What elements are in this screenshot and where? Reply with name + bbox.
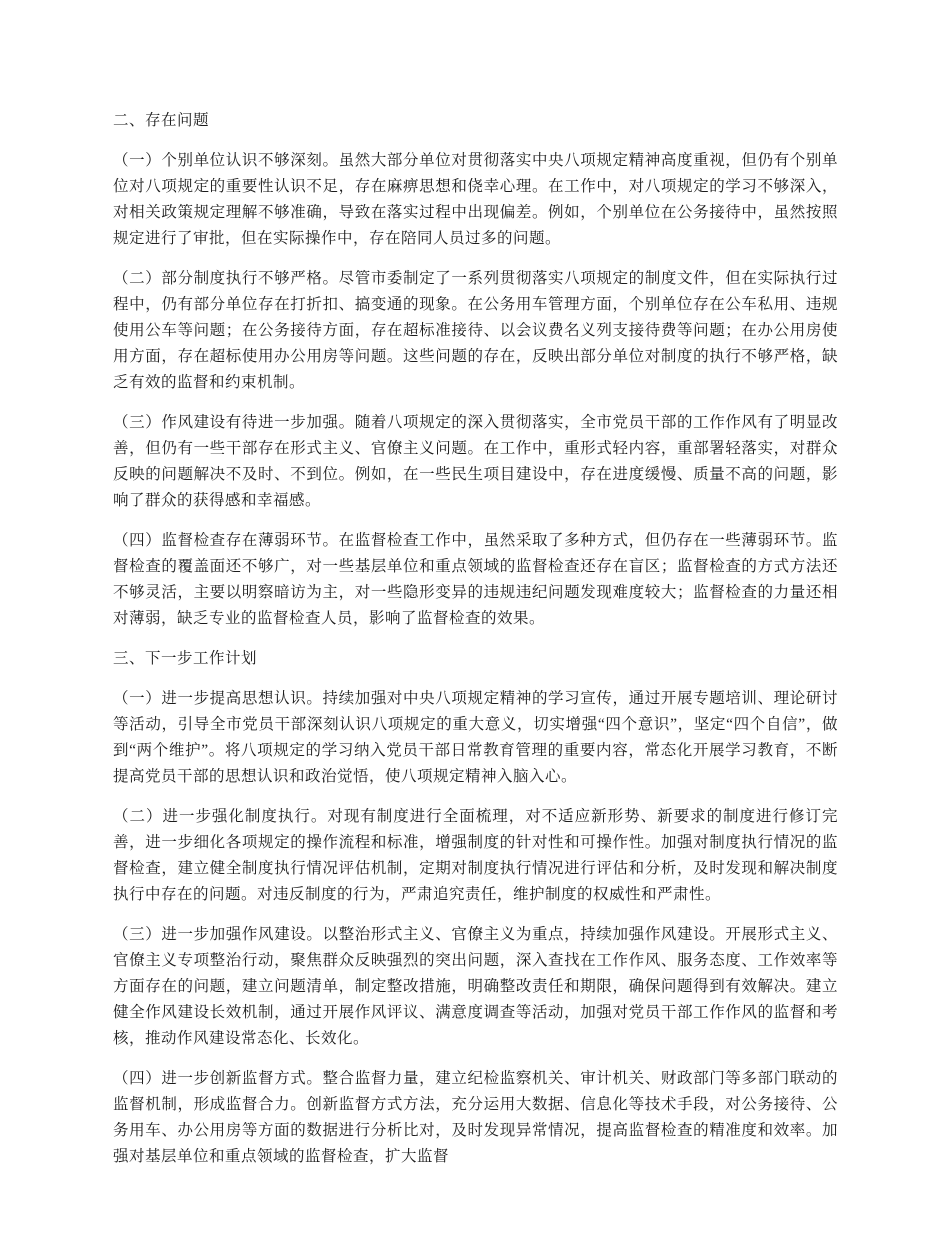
- paragraph-plan-1: （一）进一步提高思想认识。持续加强对中央八项规定精神的学习宣传，通过开展专题培训、理论研讨等活动，引导全市党员干部深刻认识八项规定的重大意义，切实增强“四个意识”，坚定“四个自信”，做到“两个维护”。将八项规定的学习纳入党员干部日常教育管理的重要内容，常态化开展学习教育，不断提高党员干部的思想认识和政治觉悟，使八项规定精神入脑入心。: [113, 690, 838, 785]
- paragraph-plan-3: （三）进一步加强作风建设。以整治形式主义、官僚主义为重点，持续加强作风建设。开展形式主义、官僚主义专项整治行动，聚焦群众反映强烈的突出问题，深入查找在工作作风、服务态度、工作效率等方面存在的问题，建立问题清单，制定整改措施，明确整改责任和期限，确保问题得到有效解决。建立健全作风建设长效机制，通过开展作风评议、满意度调查等活动，加强对党员干部工作作风的监督和考核，推动作风建设常态化、长效化。: [113, 926, 838, 1047]
- paragraph-problem-2: （二）部分制度执行不够严格。尽管市委制定了一系列贯彻落实八项规定的制度文件，但在实际执行过程中，仍有部分单位存在打折扣、搞变通的现象。在公务用车管理方面，个别单位存在公车私用、违规使用公车等问题；在公务接待方面，存在超标准接待、以会议费名义列支接待费等问题；在办公用房使用方面，存在超标使用办公用房等问题。这些问题的存在，反映出部分单位对制度的执行不够严格，缺乏有效的监督和约束机制。: [113, 270, 838, 391]
- paragraph-problem-1: （一）个别单位认识不够深刻。虽然大部分单位对贯彻落实中央八项规定精神高度重视，但仍有个别单位对八项规定的重要性认识不足，存在麻痹思想和侥幸心理。在工作中，对八项规定的学习不够深入，对相关政策规定理解不够准确，导致在落实过程中出现偏差。例如，个别单位在公务接待中，虽然按照规定进行了审批，但在实际操作中，存在陪同人员过多的问题。: [113, 152, 838, 247]
- paragraph-problem-4: （四）监督检查存在薄弱环节。在监督检查工作中，虽然采取了多种方式，但仍存在一些薄弱环节。监督检查的覆盖面还不够广，对一些基层单位和重点领域的监督检查还存在盲区；监督检查的方式方法还不够灵活，主要以明察暗访为主，对一些隐形变异的违规违纪问题发现难度较大；监督检查的力量还相对薄弱，缺乏专业的监督检查人员，影响了监督检查的效果。: [113, 532, 838, 627]
- section-heading-next-steps: 三、下一步工作计划: [113, 650, 258, 667]
- paragraph-plan-2: （二）进一步强化制度执行。对现有制度进行全面梳理，对不适应新形势、新要求的制度进行修订完善，进一步细化各项规定的操作流程和标准，增强制度的针对性和可操作性。加强对制度执行情况的监督检查，建立健全制度执行情况评估机制，定期对制度执行情况进行评估和分析，及时发现和解决制度执行中存在的问题。对违反制度的行为，严肃追究责任，维护制度的权威性和严肃性。: [113, 808, 838, 903]
- paragraph-plan-4: （四）进一步创新监督方式。整合监督力量，建立纪检监察机关、审计机关、财政部门等多部门联动的监督机制，形成监督合力。创新监督方式方法，充分运用大数据、信息化等技术手段，对公务接待、公务用车、办公用房等方面的数据进行分析比对，及时发现异常情况，提高监督检查的精准度和效率。加强对基层单位和重点领域的监督检查，扩大监督: [113, 1070, 838, 1165]
- paragraph-problem-3: （三）作风建设有待进一步加强。随着八项规定的深入贯彻落实，全市党员干部的工作作风有了明显改善，但仍有一些干部存在形式主义、官僚主义问题。在工作中，重形式轻内容，重部署轻落实，对群众反映的问题解决不及时、不到位。例如，在一些民生项目建设中，存在进度缓慢、质量不高的问题，影响了群众的获得感和幸福感。: [113, 414, 838, 509]
- section-heading-problems: 二、存在问题: [113, 112, 210, 129]
